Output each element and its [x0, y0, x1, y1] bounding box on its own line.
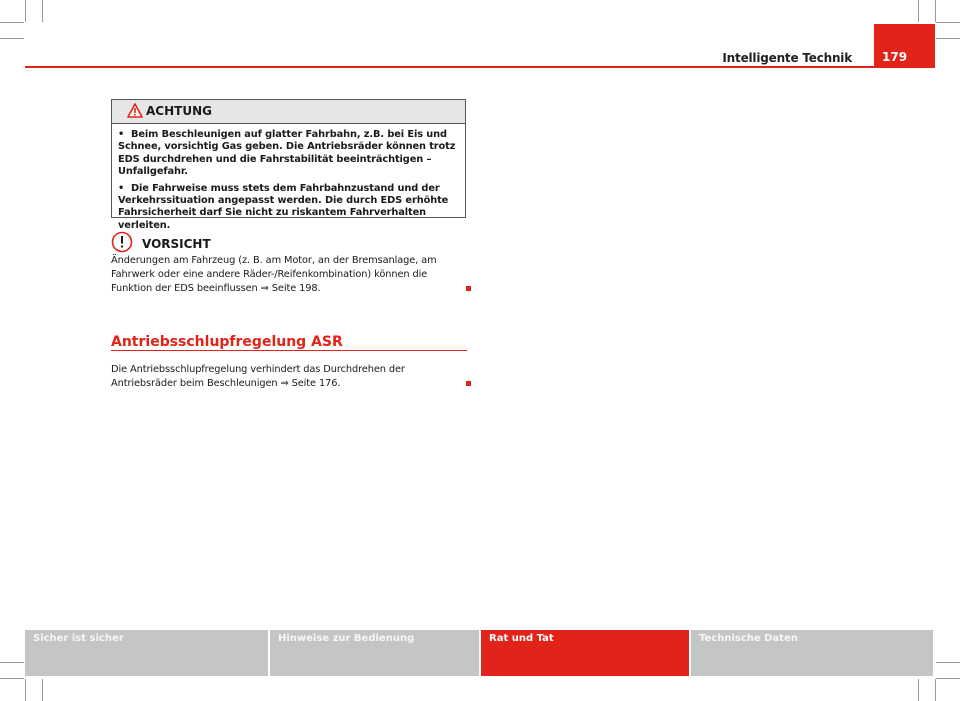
- section-title: Antriebsschlupfregelung ASR: [111, 334, 343, 350]
- crop-mark: [0, 22, 24, 23]
- bullet: •: [118, 182, 125, 194]
- section-rule: [111, 350, 467, 351]
- warning-box: [111, 99, 466, 231]
- footer-tab-hinweise-zur-bedienung[interactable]: Hinweise zur Bedienung: [270, 630, 479, 676]
- crop-mark: [918, 679, 919, 701]
- warning-item: [118, 183, 459, 233]
- warning-triangle-icon: [127, 103, 143, 118]
- caution-exclamation-icon: [111, 231, 133, 253]
- crop-mark: [918, 0, 919, 22]
- crop-mark: [0, 678, 24, 679]
- footer-tab-sicher-ist-sicher[interactable]: Sicher ist sicher: [25, 630, 268, 676]
- crop-mark: [25, 0, 26, 22]
- header-rule: [25, 66, 935, 68]
- section-end-marker: [466, 381, 471, 386]
- crop-mark: [0, 662, 24, 663]
- crop-mark: [25, 679, 26, 701]
- bullet: •: [118, 129, 125, 140]
- crop-mark: [42, 679, 43, 701]
- warning-body: [112, 124, 465, 232]
- section-text: Die Antriebsschlupfregelung verhindert das Durchdrehen der Antriebsräder beim Beschleunigen ⇒ Seite 176.: [111, 364, 405, 389]
- crop-mark: [42, 0, 43, 22]
- footer-tab-technische-daten[interactable]: Technische Daten: [691, 630, 933, 676]
- crop-mark: [936, 22, 960, 23]
- crop-mark: [935, 0, 936, 22]
- warning-item-text: Beim Beschleunigen auf glatter Fahrbahn, z.B. bei Eis und Schnee, vorsichtig Gas geben. Die Antriebsräder können trotz EDS durchdrehen und die Fahrstabilität beeinträchtigen – Unfallgefahr.: [118, 129, 456, 178]
- footer-nav: [25, 630, 935, 676]
- crop-mark: [936, 38, 960, 39]
- warning-header: [112, 100, 465, 124]
- page-number: 179: [882, 50, 908, 64]
- section-end-marker: [466, 286, 471, 291]
- warning-item: [118, 129, 459, 179]
- crop-mark: [936, 678, 960, 679]
- footer-tab-rat-und-tat[interactable]: Rat und Tat: [481, 630, 689, 676]
- crop-mark: [936, 662, 960, 663]
- caution-title: VORSICHT: [142, 237, 211, 251]
- caution-text: Änderungen am Fahrzeug (z. B. am Motor, an der Bremsanlage, am Fahrwerk oder eine andere Räder-/Reifenkombination) können die Funktion der EDS beeinflussen ⇒ Seite 198.: [111, 255, 437, 294]
- warning-item-text: Die Fahrweise muss stets dem Fahrbahnzustand und der Verkehrssituation angepasst werden. Die durch EDS erhöhte Fahrsicherheit darf Sie nicht zu riskantem Fahrverhalten verleiten.: [118, 182, 449, 231]
- warning-title: ACHTUNG: [146, 104, 212, 118]
- page-number-box: [874, 24, 935, 68]
- crop-mark: [0, 38, 24, 39]
- crop-mark: [935, 679, 936, 701]
- chapter-title: Intelligente Technik: [722, 51, 852, 65]
